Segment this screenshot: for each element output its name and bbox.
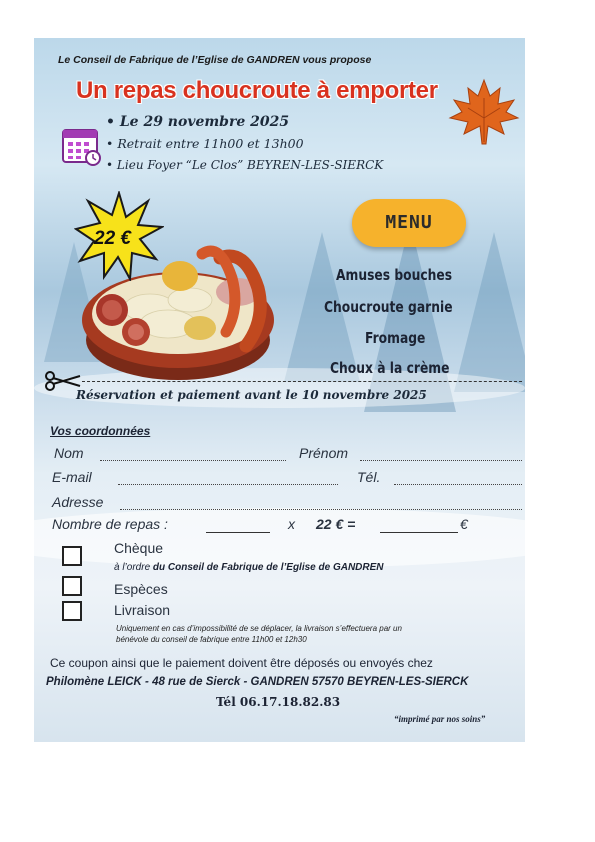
livraison-note-line2: bénévole du conseil de fabrique entre 11h00 et 12h30 <box>116 635 307 644</box>
flyer <box>34 38 525 742</box>
email-field[interactable] <box>118 484 338 485</box>
unit-price: 22 € = <box>316 516 356 532</box>
background-tree <box>454 232 525 392</box>
reservation-deadline: Réservation et paiement avant le 10 novembre 2025 <box>76 388 427 402</box>
total-field[interactable] <box>380 532 458 533</box>
printed-note: “imprimé par nos soins” <box>394 714 486 724</box>
event-date: • Le 29 novembre 2025 <box>106 114 290 130</box>
tel-field[interactable] <box>394 484 522 485</box>
adresse-field[interactable] <box>120 509 522 510</box>
menu-item-choux-creme: Choux à la crème <box>330 359 450 377</box>
event-location-text: Lieu Foyer “Le Clos” BEYREN-LES-SIERCK <box>116 158 384 172</box>
livraison-note-line1: Uniquement en cas d’impossibilité de se déplacer, la livraison s’effectuera par un <box>116 624 402 633</box>
email-label: E-mail <box>52 469 92 485</box>
menu-button[interactable] <box>352 199 466 247</box>
especes-label: Espèces <box>114 581 168 597</box>
cheque-note-prefix: à l’ordre <box>114 562 151 573</box>
event-pickup: • Retrait entre 11h00 et 13h00 <box>106 136 304 151</box>
nombre-repas-field[interactable] <box>206 532 270 533</box>
times-symbol: x <box>288 516 295 532</box>
form-section-title: Vos coordonnées <box>50 424 151 438</box>
cheque-label: Chèque <box>114 540 164 556</box>
livraison-label: Livraison <box>114 602 171 618</box>
menu-button-label: MENU <box>385 212 433 233</box>
event-date-text: Le 29 novembre 2025 <box>119 114 290 130</box>
especes-checkbox[interactable] <box>62 576 82 596</box>
prenom-field[interactable] <box>360 460 522 461</box>
cheque-checkbox[interactable] <box>62 546 82 566</box>
calendar-icon <box>60 124 102 166</box>
menu-item-amuses-bouches: Amuses bouches <box>336 266 453 284</box>
nombre-repas-label: Nombre de repas : <box>52 516 168 532</box>
prenom-label: Prénom <box>299 445 349 461</box>
event-pickup-text: Retrait entre 11h00 et 13h00 <box>117 136 304 151</box>
event-location: • Lieu Foyer “Le Clos” BEYREN-LES-SIERCK <box>106 158 384 172</box>
menu-item-choucroute-garnie: Choucroute garnie <box>324 298 453 316</box>
page-title: Un repas choucroute à emporter <box>76 77 438 104</box>
maple-leaf-icon <box>448 78 520 146</box>
phone-line: Tél 06.17.18.82.83 <box>216 695 341 709</box>
cut-line <box>82 381 522 382</box>
adresse-label: Adresse <box>52 494 104 510</box>
nom-field[interactable] <box>100 460 286 461</box>
address-line: Philomène LEICK - 48 rue de Sierck - GANDREN 57570 BEYREN-LES-SIERCK <box>46 676 469 688</box>
livraison-checkbox[interactable] <box>62 601 82 621</box>
tel-label: Tél. <box>357 469 381 485</box>
organizer-line: Le Conseil de Fabrique de l’Eglise de GANDREN vous propose <box>58 54 372 66</box>
cheque-note-payee: du Conseil de Fabrique de l’Eglise de GANDREN <box>150 562 384 573</box>
menu-item-fromage: Fromage <box>365 329 426 347</box>
cheque-note <box>114 562 384 573</box>
deposit-line: Ce coupon ainsi que le paiement doivent être déposés ou envoyés chez <box>50 656 433 670</box>
price-badge-label: 22 € <box>94 228 131 249</box>
euro-symbol: € <box>460 516 468 532</box>
nom-label: Nom <box>54 445 84 461</box>
